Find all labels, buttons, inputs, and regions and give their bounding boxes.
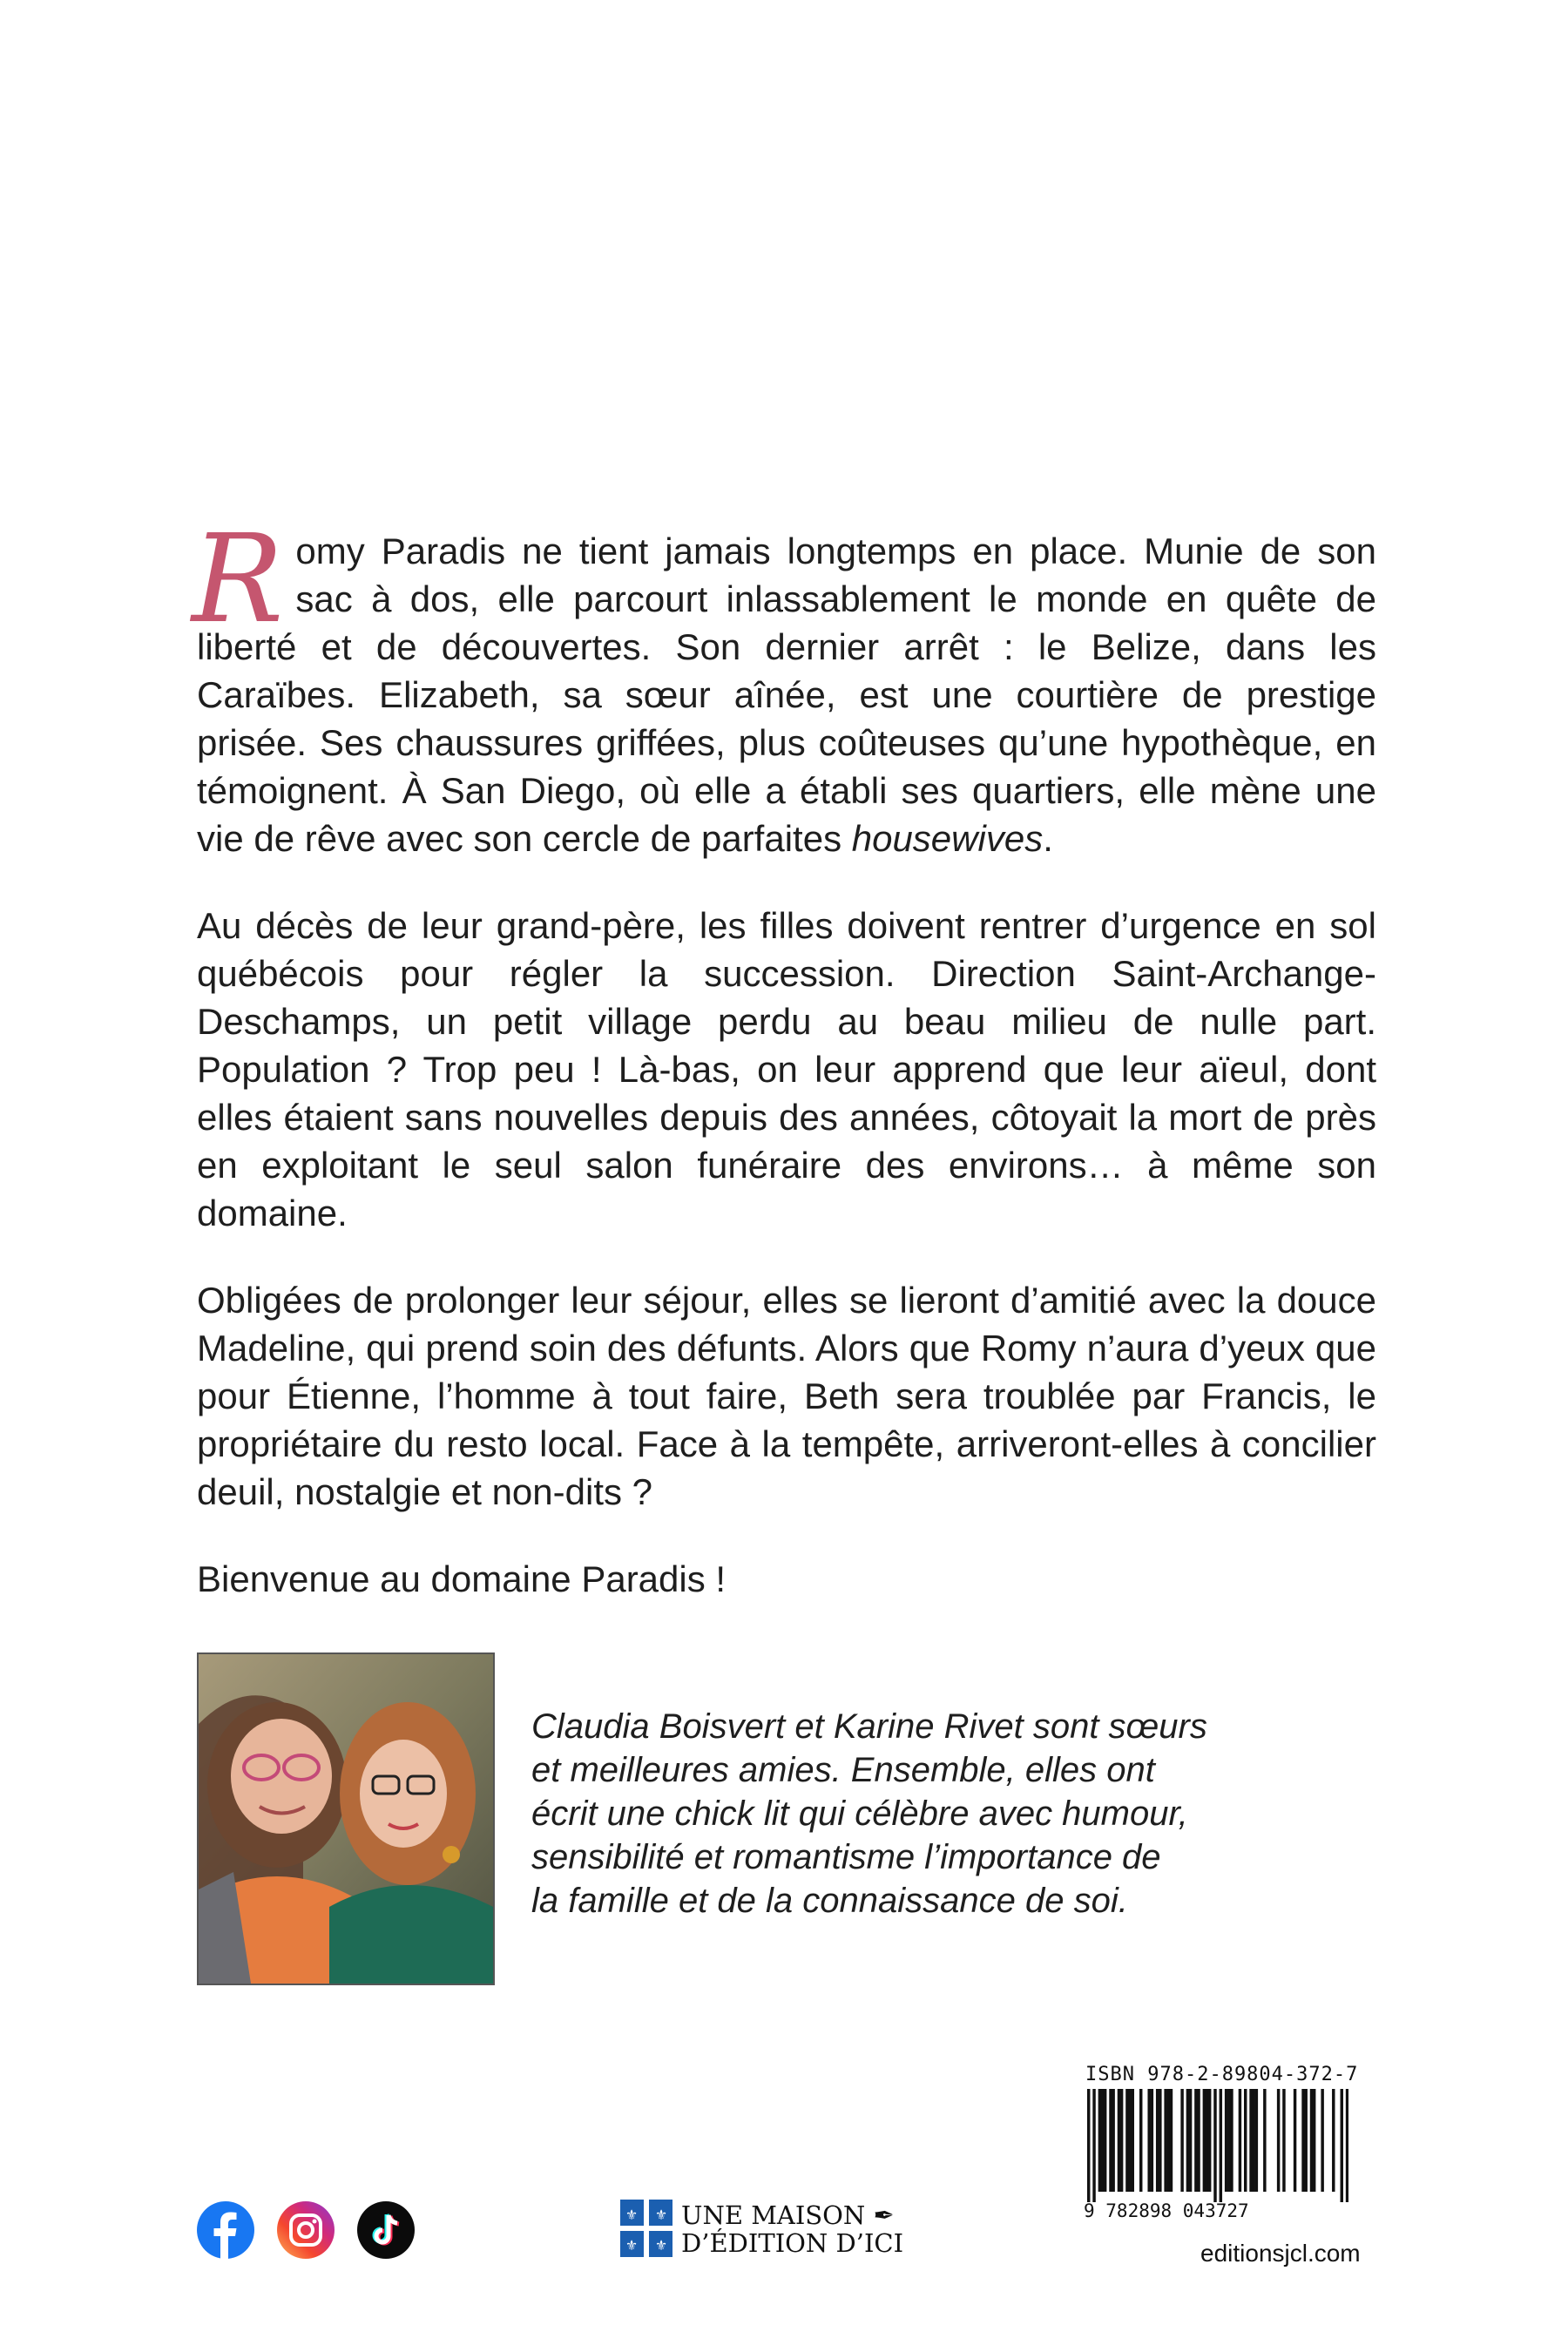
barcode-bar bbox=[1277, 2089, 1280, 2192]
instagram-icon[interactable] bbox=[277, 2201, 335, 2259]
barcode-bar bbox=[1189, 2089, 1192, 2192]
publisher-name bbox=[681, 2201, 903, 2257]
publisher-line-2: D’ÉDITION D’ICI bbox=[681, 2228, 904, 2258]
bio-line: la famille et de la connaissance de soi. bbox=[531, 1882, 1128, 1920]
bio-line: sensibilité et romantisme l’importance de bbox=[531, 1838, 1161, 1876]
barcode-bar bbox=[1156, 2089, 1159, 2192]
barcode-bar bbox=[1282, 2089, 1285, 2192]
barcode-bar bbox=[1341, 2089, 1343, 2202]
svg-text:⚜: ⚜ bbox=[625, 2237, 639, 2254]
barcode-bar bbox=[1321, 2089, 1323, 2192]
blurb-paragraph-3: Obligées de prolonger leur séjour, elles se lieront d’amitié avec la douce Madeline, qui prend soin des défunts. Alors que Romy n’aura d’yeux que pour Étienne, l’homme à tout faire, Beth sera troublée par Francis, le propriétaire du resto local. Face à la tempête, arriveront-elles à concilier deuil, nostalgie et non-dits ? bbox=[197, 1280, 1376, 1512]
barcode-bar bbox=[1227, 2089, 1230, 2192]
barcode-bar bbox=[1255, 2089, 1258, 2192]
barcode-bar bbox=[1263, 2089, 1266, 2192]
barcode-bar bbox=[1252, 2089, 1254, 2192]
publisher-website[interactable]: editionsjcl.com bbox=[1200, 2240, 1361, 2267]
barcode-bar bbox=[1170, 2089, 1173, 2192]
barcode-bar bbox=[1112, 2089, 1114, 2192]
blurb-emphasis-housewives: housewives bbox=[851, 818, 1044, 859]
barcode-bar bbox=[1220, 2089, 1222, 2202]
barcode-bar bbox=[1203, 2089, 1206, 2192]
barcode-bar bbox=[1125, 2089, 1128, 2192]
blurb-paragraph-2: Au décès de leur grand-père, les filles doivent rentrer d’urgence en sol québécois pour régler la succession. Direction Saint-Archange-Deschamps, un petit village perdu au beau milieu de nulle part. Population ? Trop peu ! Là-bas, on leur apprend que leur aïeul, dont elles étaient sans nouvelles depuis des années, côtoyait la mort de près en exploitant le seul salon funéraire des environs… à même son domaine. bbox=[197, 905, 1376, 1233]
barcode-bar bbox=[1346, 2089, 1348, 2202]
barcode-bar bbox=[1092, 2089, 1095, 2202]
barcode-bar bbox=[1239, 2089, 1241, 2192]
tiktok-icon[interactable] bbox=[357, 2201, 415, 2259]
quebec-flag-icon bbox=[620, 2200, 672, 2257]
barcode-bar bbox=[1139, 2089, 1142, 2192]
svg-text:⚜: ⚜ bbox=[625, 2207, 639, 2223]
bio-line: et meilleures amies. Ensemble, elles ont bbox=[531, 1751, 1155, 1789]
barcode-bar bbox=[1230, 2089, 1233, 2192]
barcode-bar bbox=[1120, 2089, 1123, 2192]
svg-text:⚜: ⚜ bbox=[654, 2207, 668, 2223]
barcode-bar bbox=[1249, 2089, 1252, 2192]
blurb-paragraph-1-text: omy Paradis ne tient jamais longtemps en place. Munie de son sac à dos, elle parcourt inlassablement le monde en quête de liberté et de découvertes. Son dernier arrêt : le Belize, dans les Caraïbes. Elizabeth, sa sœur aînée, est une courtière de prestige prisée. Ses chaussures griffées, plus coûteuses qu’une hypothèque, en témoignent. À San Diego, où elle a établi ses quartiers, elle mène une vie de rêve avec son cercle de parfaites bbox=[197, 531, 1376, 859]
barcode-bar bbox=[1186, 2089, 1189, 2192]
barcode-bar bbox=[1313, 2089, 1315, 2192]
barcode-bar bbox=[1104, 2089, 1106, 2192]
barcode-bar bbox=[1213, 2089, 1216, 2202]
barcode-digits: 9 782898 043727 bbox=[1084, 2200, 1249, 2221]
barcode-bar bbox=[1087, 2089, 1090, 2202]
pen-nib-icon: ✒ bbox=[873, 2200, 895, 2230]
barcode-bar bbox=[1301, 2089, 1304, 2192]
barcode-bar bbox=[1118, 2089, 1120, 2192]
isbn-barcode bbox=[1087, 2089, 1348, 2202]
barcode-bar bbox=[1147, 2089, 1150, 2192]
barcode-bar bbox=[1294, 2089, 1296, 2192]
barcode-bar bbox=[1194, 2089, 1197, 2192]
publisher-line-1: UNE MAISON ✒ bbox=[681, 2200, 895, 2230]
authors-photo bbox=[197, 1652, 495, 1985]
barcode-bar bbox=[1167, 2089, 1170, 2192]
barcode-bar bbox=[1304, 2089, 1307, 2192]
blurb-paragraph-1 bbox=[192, 509, 1376, 862]
bio-line: écrit une chick lit qui célèbre avec humour, bbox=[531, 1794, 1188, 1833]
barcode-bar bbox=[1109, 2089, 1112, 2192]
blurb-paragraph-1-end: . bbox=[1043, 818, 1053, 859]
barcode-bar bbox=[1101, 2089, 1104, 2192]
barcode-bar bbox=[1132, 2089, 1134, 2192]
authors-bio bbox=[531, 1705, 1315, 1923]
barcode-bar bbox=[1180, 2089, 1183, 2192]
facebook-icon[interactable] bbox=[197, 2201, 254, 2259]
barcode-bar bbox=[1206, 2089, 1208, 2192]
barcode-bar bbox=[1197, 2089, 1200, 2192]
barcode-bar bbox=[1225, 2089, 1227, 2192]
drop-cap-letter: R bbox=[192, 509, 284, 651]
back-cover-blurb bbox=[192, 509, 1376, 1642]
barcode-bar bbox=[1208, 2089, 1211, 2192]
bio-line: Claudia Boisvert et Karine Rivet sont sœurs bbox=[531, 1707, 1207, 1746]
isbn-label: ISBN 978-2-89804-372-7 bbox=[1085, 2064, 1359, 2085]
blurb-paragraph-4: Bienvenue au domaine Paradis ! bbox=[197, 1558, 727, 1599]
svg-text:⚜: ⚜ bbox=[654, 2237, 668, 2254]
barcode-bar bbox=[1159, 2089, 1161, 2192]
barcode-bar bbox=[1332, 2089, 1335, 2192]
barcode-bar bbox=[1244, 2089, 1247, 2192]
barcode-bar bbox=[1164, 2089, 1166, 2192]
barcode-bar bbox=[1128, 2089, 1131, 2192]
barcode-bar bbox=[1310, 2089, 1313, 2192]
barcode-bar bbox=[1151, 2089, 1153, 2192]
barcode-bar bbox=[1098, 2089, 1101, 2192]
